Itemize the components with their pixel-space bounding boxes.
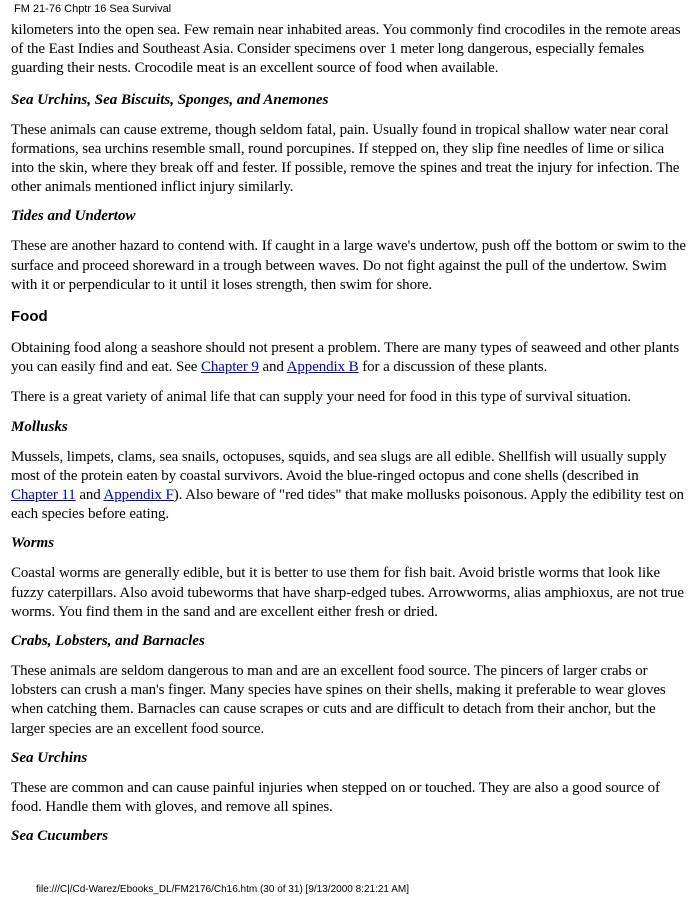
paragraph-food-intro (11, 339, 686, 377)
text-run: Mussels, limpets, clams, sea snails, octopuses, squids, and sea slugs are all edible. Shellfish will usually supply most of the protein eaten by coastal survivors. Avoid the blue-ringed octopus and cone shells (described in (11, 448, 667, 484)
page-footer: file:///C|/Cd-Warez/Ebooks_DL/FM2176/Ch16.htm (30 of 31) [9/13/2000 8:21:21 AM] (36, 884, 409, 895)
paragraph-animal-life: There is a great variety of animal life that can supply your need for food in this type of survival situation. (11, 389, 632, 406)
text-run: ). Also beware of "red tides" that make mollusks poisonous. Apply the edibility test on each species before eating. (11, 487, 684, 523)
text-run: and (75, 487, 104, 504)
link-appendix-f[interactable]: Appendix F (103, 487, 174, 504)
heading-sea-urchins-biscuits: Sea Urchins, Sea Biscuits, Sponges, and Anemones (11, 91, 329, 108)
link-chapter-11[interactable]: Chapter 11 (11, 487, 76, 504)
page-header: FM 21-76 Chptr 16 Sea Survival (14, 3, 172, 15)
heading-crabs-lobsters-barnacles: Crabs, Lobsters, and Barnacles (11, 633, 205, 650)
paragraph-mollusks (11, 448, 686, 525)
text-run: and (258, 359, 287, 376)
link-chapter-9[interactable]: Chapter 9 (200, 359, 259, 376)
heading-food: Food (11, 308, 48, 326)
document-body (11, 21, 686, 846)
paragraph-sea-urchins: These are common and can cause painful injuries when stepped on or touched. They are also a good source of food. Handle them with gloves, and remove all spines. (11, 779, 660, 816)
paragraph-sea-urchins-biscuits: These animals can cause extreme, though seldom fatal, pain. Usually found in tropical shallow water near coral formations, sea urchins resemble small, round porcupines. If stepped on, they slip fine needles of lime or silica into the skin, where they break off and fester. If possible, remove the spines and treat the injury for infection. The other animals mentioned inflict injury similarly. (11, 121, 680, 196)
heading-sea-cucumbers: Sea Cucumbers (11, 828, 109, 845)
link-appendix-b[interactable]: Appendix B (286, 359, 359, 376)
heading-tides-undertow: Tides and Undertow (11, 208, 136, 225)
paragraph-crabs-lobsters-barnacles: These animals are seldom dangerous to man and are an excellent food source. The pincers of larger crabs or lobsters can crush a man's finger. Many species have spines on their shells, making it preferable to wear gloves when catching them. Barnacles can cause scrapes or cuts and are difficult to detach from their anchor, but the larger species are an excellent food source. (11, 663, 666, 737)
paragraph-tides-undertow: These are another hazard to contend with. If caught in a large wave's undertow, push off the bottom or swim to the surface and proceed shoreward in a trough between waves. Do not fight against the pull of the undertow. Swim with it or perpendicular to it until it loses strength, then swim for shore. (11, 238, 686, 293)
paragraph-crocodiles: kilometers into the open sea. Few remain near inhabited areas. You commonly find crocodiles in the remote areas of the East Indies and Southeast Asia. Consider specimens over 1 meter long dangerous, especially females guarding their nests. Crocodile meat is an excellent source of food when available. (11, 22, 681, 77)
text-run: for a discussion of these plants. (358, 359, 548, 376)
heading-mollusks: Mollusks (11, 418, 68, 435)
text-run: Obtaining food along a seashore should not present a problem. There are many types of seaweed and other plants you can easily find and eat. See (11, 340, 680, 376)
paragraph-worms: Coastal worms are generally edible, but it is better to use them for fish bait. Avoid bristle worms that look like fuzzy caterpillars. Also avoid tubeworms that have sharp-edged tubes. Arrowworms, alias amphioxus, are not true worms. You find them in the sand and are excellent either fresh or dried. (11, 565, 684, 620)
heading-sea-urchins: Sea Urchins (11, 749, 88, 766)
heading-worms: Worms (11, 535, 55, 552)
